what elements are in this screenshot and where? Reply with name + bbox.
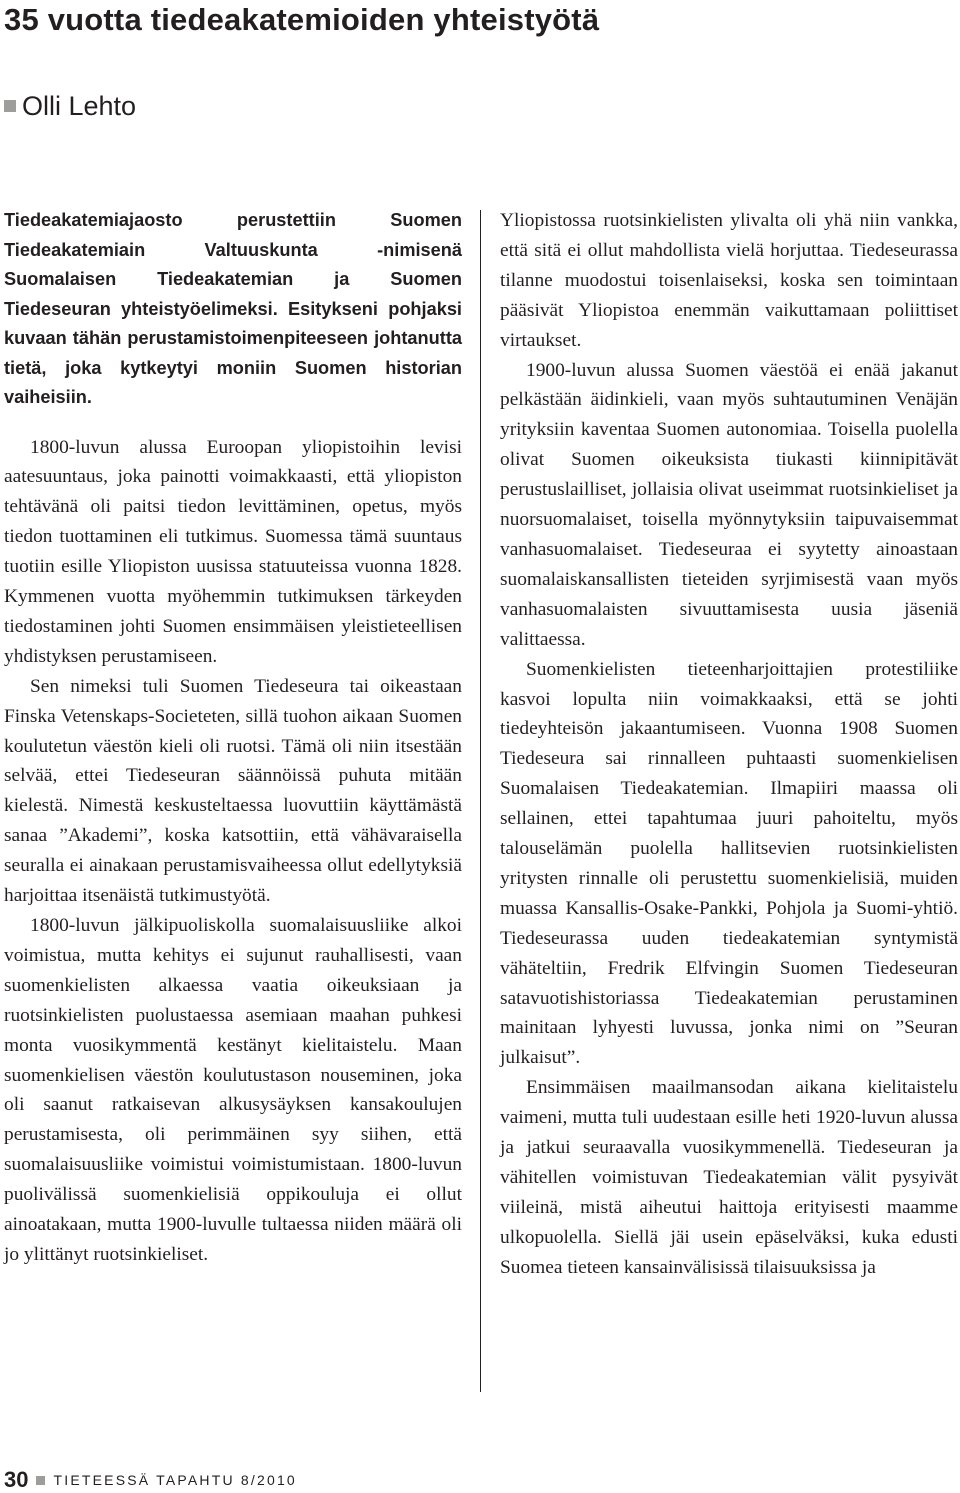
body-paragraph: 1800-luvun alussa Euroopan yliopistoihin levisi aatesuuntaus, joka painotti voimakkaasti, että yliopiston tehtävänä oli paitsi tiedon levittäminen, opetus, myös tiedon tuottaminen eli tutkimus. Suomessa tämä suuntaus tuotiin esille Yliopiston uusissa statuuteissa vuonna 1828. Kymmenen vuotta myöhemmin tutkimuksen tärkeyden tiedostaminen johti Suomen ensimmäisen yleistieteellisen yhdistyksen perustamiseen.	[4, 436, 462, 667]
footer-square-icon	[36, 1476, 45, 1485]
body-paragraph: Sen nimeksi tuli Suomen Tiedeseura tai oikeastaan Finska Vetenskaps-Societeten, sillä tuohon aikaan Suomen koulutetun väestön kieli oli ruotsi. Tämä oli niin itsestään selvää, ettei Tiedeseuran säännöissä puhuta mitään kielestä. Nimestä keskusteltaessa luovuttiin käyttämästä sanaa ”Akademi”, koska katsottiin, että vähävaraisella seuralla ei ainakaan perustamisvaiheessa ollut edellytyksiä harjoittaa itsenäistä tutkimustyötä.	[4, 675, 462, 907]
body-paragraph: Yliopistossa ruotsinkielisten ylivalta oli yhä niin vankka, että sitä ei ollut mahdollista vielä horjuttaa. Tiedeseurassa tilanne muodostui toisenlaiseksi, koska sen toimintaan pääsivät Yliopistoa enemmän vaikuttamaan poliittiset virtaukset.	[500, 210, 958, 351]
body-paragraph: 1900-luvun alussa Suomen väestöä ei enää jakanut pelkästään äidinkieli, vaan myös suhtautuminen Venäjän yrityksiin kaventaa Suomen autonomiaa. Toisella puolella olivat Suomen oikeuksista tiukasti kiinnipitävät perustuslailliset, jollaisia olivat useimmat ruotsinkieliset ja nuorsuomalaiset, toisella myönnytyksiin taipuvaisemmat vanhasuomalaiset. Tiedeseuraa ei syytetty ainoastaan suomalaiskansallisten tieteiden syrjimisestä vaan myös vanhasuomalaisten sivuuttamisesta uusia jäseniä valittaessa.	[500, 359, 958, 650]
lead-paragraph: Tiedeakatemiajaosto perustettiin Suomen Tiedeakatemiain Valtuuskunta -nimisenä Suomalaisen Tiedeakatemian ja Suomen Tiedeseuran yhteistyöelimeksi. Esitykseni pohjaksi kuvaan tähän perustamistoimenpiteeseen johtanutta tietä, joka kytkeytyi moniin Suomen historian vaiheisiin.	[4, 210, 462, 407]
body-paragraph: Suomenkielisten tieteenharjoittajien protestiliike kasvoi lopulta niin voimakkaaksi, että se johti tiedeyhteisön jakaantumiseen. Vuonna 1908 Suomen Tiedeseura sai rinnalleen puhtaasti suomenkielisen Suomalaisen Tiedeakatemian. Ilmapiiri maassa oli sellainen, ettei tapahtumaa juuri pahoiteltu, myös talouselämän puolella hallitsevien ruotsinkielisten yritysten rinnalle oli perustettu suomenkielisiä, muiden muassa Kansallis-Osake-Pankki, Pohjola ja Suomi-yhtiö. Tiedeseurassa uuden tiedeakatemian syntymistä vähäteltiin, Fredrik Elfvingin Suomen Tiedeseuran satavuotishistoriassa Tiedeakatemian perustaminen mainitaan lyhyesti luvussa, jonka nimi on ”Seuran julkaisut”.	[500, 658, 958, 1069]
right-body-text	[500, 206, 958, 1283]
bullet-square-icon	[4, 100, 16, 112]
column-divider	[480, 210, 481, 1392]
magazine-issue: TIETEESSÄ TAPAHTU 8/2010	[53, 1472, 297, 1488]
left-body-text	[4, 433, 462, 1270]
author-line	[4, 88, 136, 124]
body-paragraph: 1800-luvun jälkipuoliskolla suomalaisuusliike alkoi voimistua, mutta kehitys ei sujunut rauhallisesti, vaan suomenkielisten alkaessa vaatia oikeuksiaan ja ruotsinkielisten puolustaessa asemiaan maahan puhkesi monta vuosikymmentä kestänyt kielitaistelu. Maan suomenkielisen väestön koulutustason nouseminen, joka oli saanut ratkaisevan alkusysäyksen kansakoulujen perustamisesta, oli perimmäinen syy siihen, että suomalaisuusliike voimistui voimistumistaan. 1800-luvun puolivälissä suomenkielisiä oppikouluja ei ollut ainoatakaan, mutta 1900-luvulle tultaessa niiden määrä oli jo ylittänyt ruotsinkieliset.	[4, 915, 462, 1265]
article-title: 35 vuotta tiedeakatemioiden yhteistyötä	[4, 2, 600, 37]
page-footer	[4, 1469, 297, 1491]
author-name: Olli Lehto	[22, 91, 137, 121]
page-number: 30	[4, 1467, 29, 1492]
left-column	[4, 206, 462, 1401]
right-column	[500, 206, 958, 1283]
body-paragraph: Ensimmäisen maailmansodan aikana kielitaistelu vaimeni, mutta tuli uudestaan esille heti 1920-luvun alussa ja jatkui seuraavalla vuosikymmenellä. Tiedeseuran ja vähitellen voimistuvan Tiedeakatemian välit pysyivät viileinä, mistä aiheutui haittoja erityisesti maamme ulkopuolella. Siellä jäi usein epäselväksi, kuka edusti Suomea tieteen kansainvälisissä tilaisuuksissa ja	[500, 1077, 958, 1278]
